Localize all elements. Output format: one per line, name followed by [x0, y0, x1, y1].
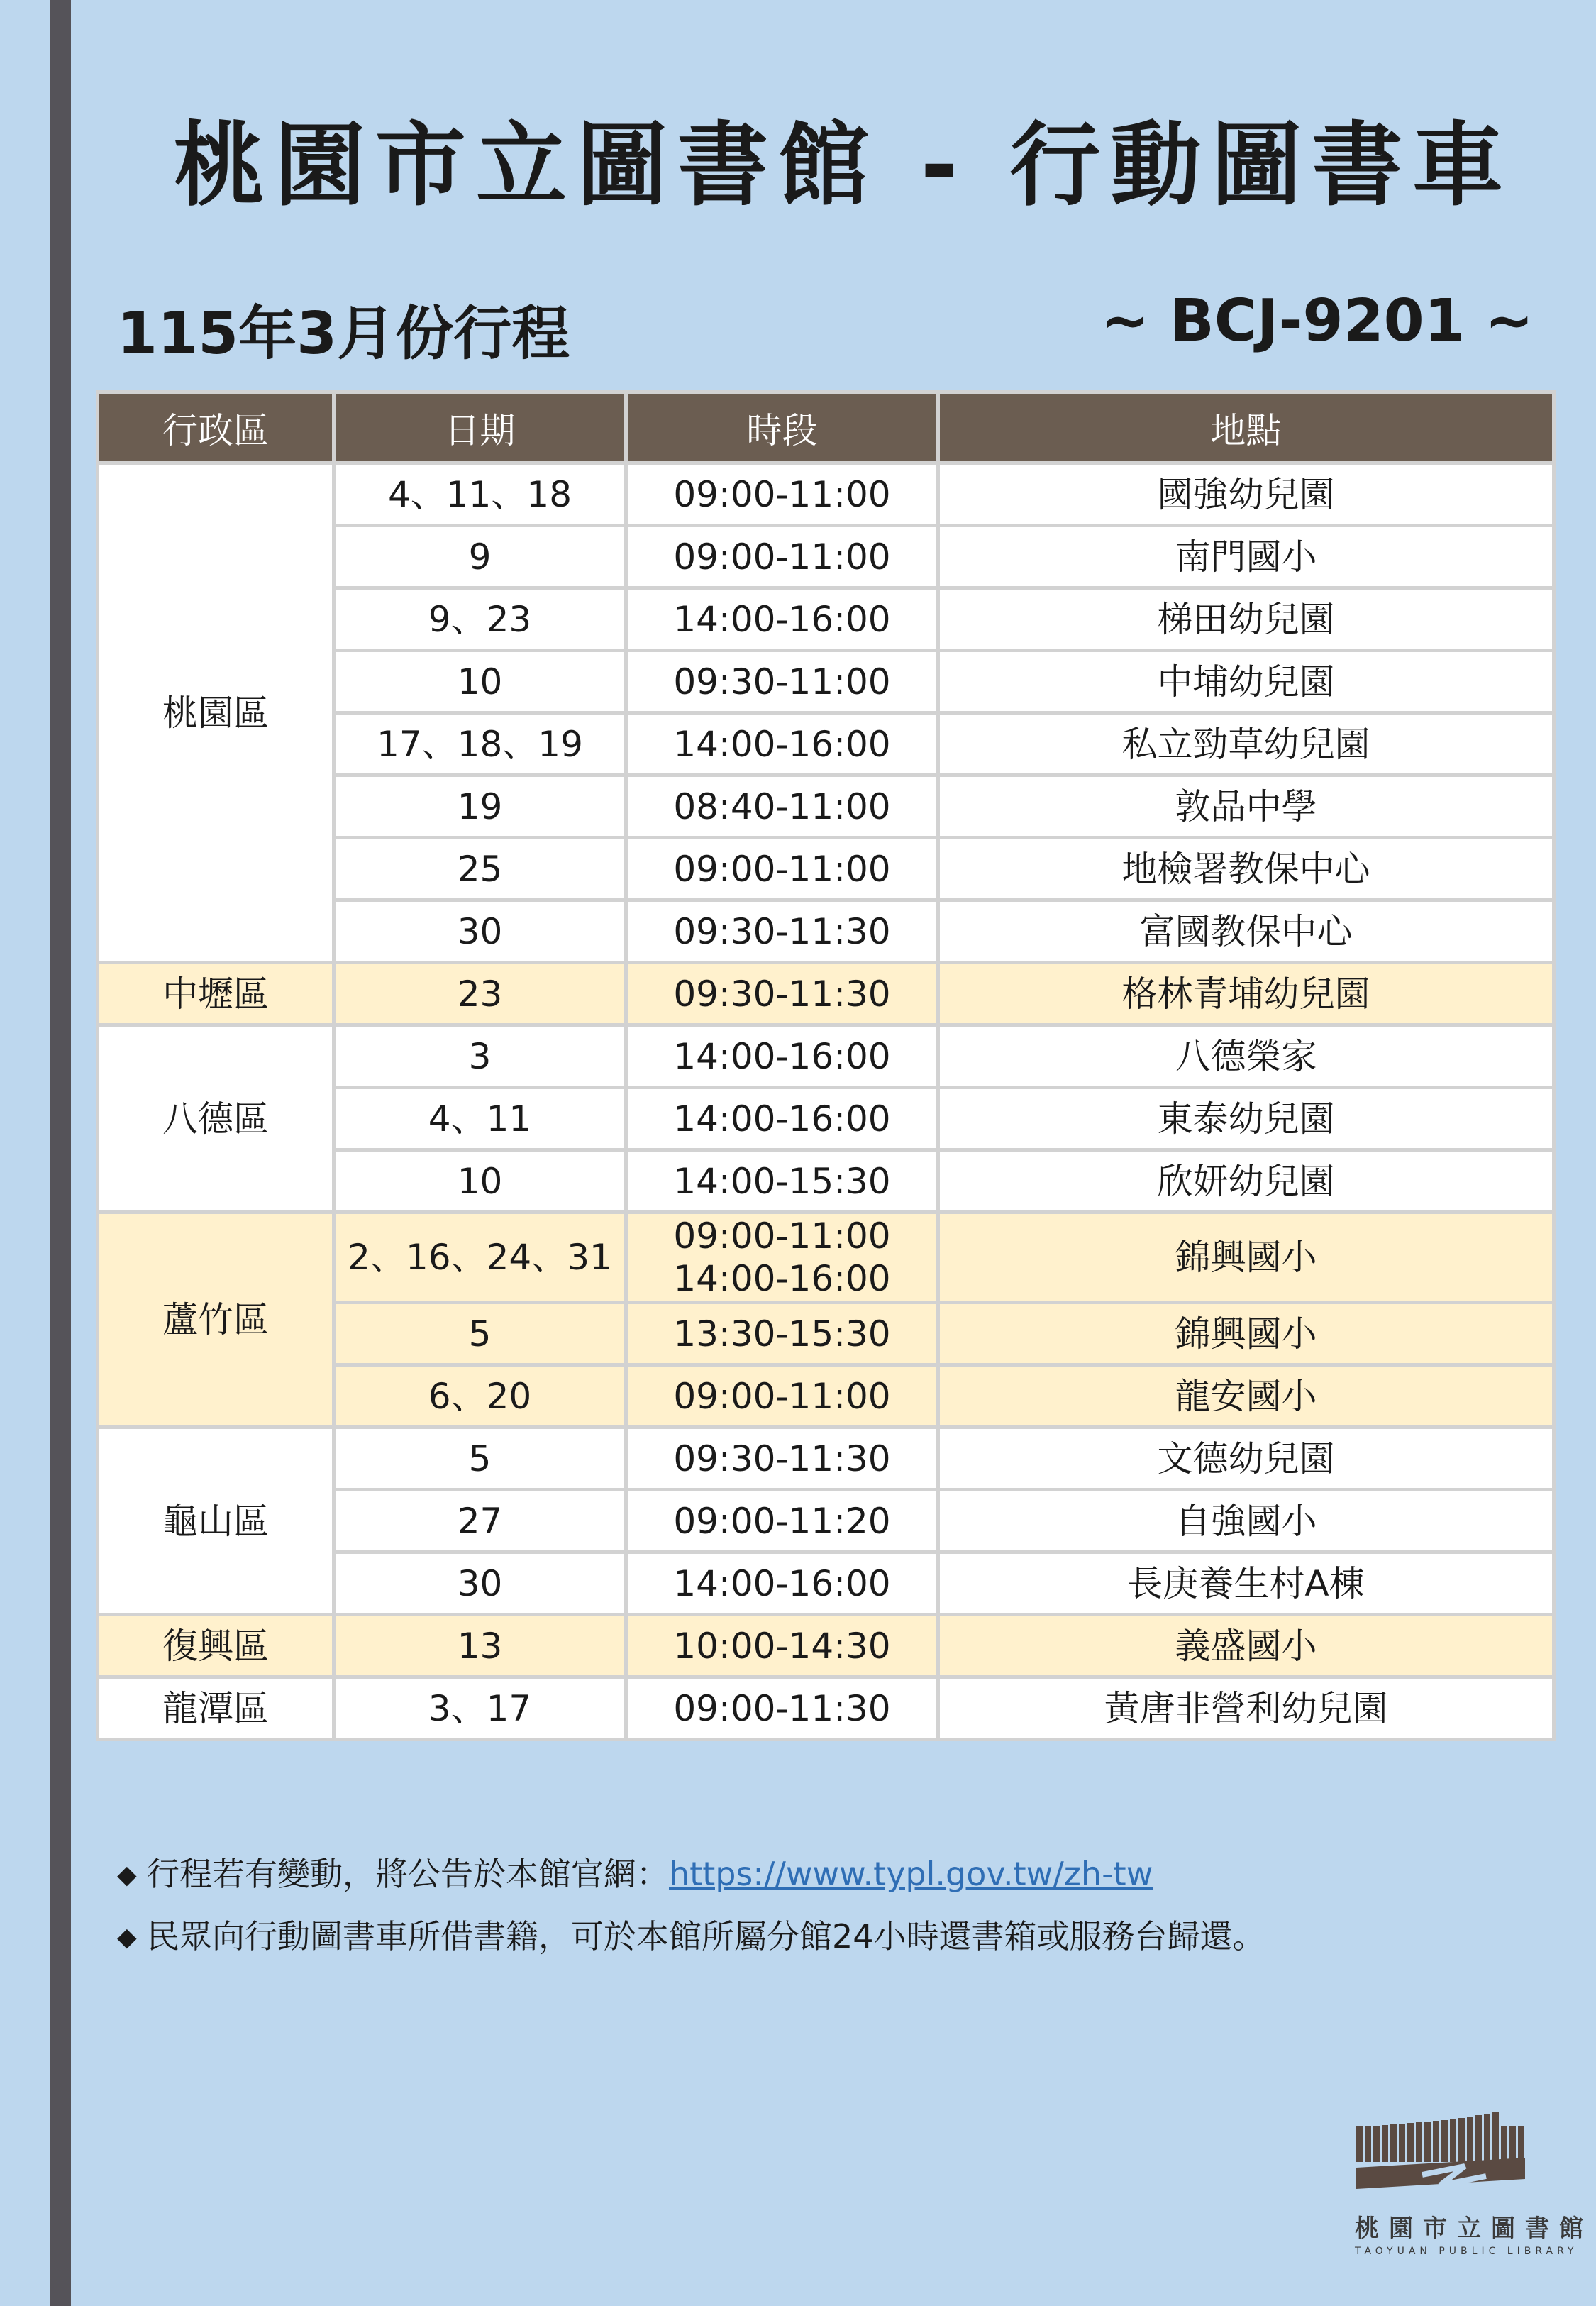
place-cell: 長庚養生村A棟	[938, 1552, 1554, 1615]
district-cell: 桃園區	[98, 463, 334, 963]
col-header-date: 日期	[334, 392, 626, 463]
schedule-month: 115年3月份行程	[117, 300, 570, 368]
time-cell: 14:00-16:00	[626, 1552, 938, 1615]
date-cell: 4、11	[334, 1088, 626, 1150]
table-row	[98, 1025, 1554, 1088]
date-cell: 10	[334, 1150, 626, 1213]
table-row	[98, 1677, 1554, 1740]
place-cell: 地檢署教保中心	[938, 838, 1554, 900]
col-header-district: 行政區	[98, 392, 334, 463]
note-item	[117, 1911, 1265, 1973]
table-row	[98, 1615, 1554, 1677]
left-accent-bar	[50, 0, 71, 2306]
place-cell: 南門國小	[938, 526, 1554, 588]
place-cell: 義盛國小	[938, 1615, 1554, 1677]
time-cell: 09:00-11:00	[626, 526, 938, 588]
place-cell: 東泰幼兒園	[938, 1088, 1554, 1150]
date-cell: 13	[334, 1615, 626, 1677]
place-cell: 國強幼兒園	[938, 463, 1554, 526]
date-cell: 5	[334, 1428, 626, 1490]
time-cell: 09:00-11:30	[626, 1677, 938, 1740]
time-cell: 10:00-14:30	[626, 1615, 938, 1677]
place-cell: 黃唐非營利幼兒園	[938, 1677, 1554, 1740]
vehicle-plate: ~ BCJ-9201 ~	[1101, 287, 1534, 355]
place-cell: 格林青埔幼兒園	[938, 963, 1554, 1025]
place-cell: 敦品中學	[938, 776, 1554, 838]
time-cell: 14:00-15:30	[626, 1150, 938, 1213]
date-cell: 27	[334, 1490, 626, 1552]
time-cell: 09:00-11:00	[626, 1365, 938, 1428]
date-cell: 23	[334, 963, 626, 1025]
logo-name-zh: 桃園市立圖書館	[1355, 2214, 1593, 2243]
library-logo-icon	[1355, 2111, 1539, 2200]
date-cell: 10	[334, 651, 626, 713]
place-cell: 自強國小	[938, 1490, 1554, 1552]
col-header-time: 時段	[626, 392, 938, 463]
table-row	[98, 1428, 1554, 1490]
date-cell: 5	[334, 1303, 626, 1365]
time-cell: 08:40-11:00	[626, 776, 938, 838]
place-cell: 錦興國小	[938, 1303, 1554, 1365]
page-title: 桃園市立圖書館 - 行動圖書車	[174, 113, 1514, 219]
time-cell	[626, 1213, 938, 1303]
logo-name-en: TAOYUAN PUBLIC LIBRARY	[1355, 2246, 1578, 2257]
place-cell: 中埔幼兒園	[938, 651, 1554, 713]
time-line: 14:00-16:00	[673, 1258, 891, 1299]
district-cell: 蘆竹區	[98, 1213, 334, 1428]
place-cell: 梯田幼兒園	[938, 588, 1554, 651]
table-row	[98, 1213, 1554, 1303]
time-cell: 14:00-16:00	[626, 1025, 938, 1088]
diamond-bullet-icon: ◆	[117, 1860, 137, 1890]
table-row	[98, 463, 1554, 526]
time-cell: 09:30-11:30	[626, 963, 938, 1025]
date-cell: 19	[334, 776, 626, 838]
time-cell: 13:30-15:30	[626, 1303, 938, 1365]
table-header-row	[98, 392, 1554, 463]
place-cell: 欣妍幼兒園	[938, 1150, 1554, 1213]
place-cell: 錦興國小	[938, 1213, 1554, 1303]
note-text: 行程若有變動，將公告於本館官網：	[147, 1855, 669, 1893]
place-cell: 私立勁草幼兒園	[938, 713, 1554, 776]
time-cell: 09:00-11:00	[626, 463, 938, 526]
place-cell: 龍安國小	[938, 1365, 1554, 1428]
district-cell: 龍潭區	[98, 1677, 334, 1740]
table-row	[98, 963, 1554, 1025]
diamond-bullet-icon: ◆	[117, 1923, 137, 1952]
date-cell: 30	[334, 900, 626, 963]
district-cell: 中壢區	[98, 963, 334, 1025]
time-cell: 14:00-16:00	[626, 713, 938, 776]
time-cell: 09:00-11:20	[626, 1490, 938, 1552]
date-cell: 2、16、24、31	[334, 1213, 626, 1303]
date-cell: 30	[334, 1552, 626, 1615]
district-cell: 復興區	[98, 1615, 334, 1677]
district-cell: 八德區	[98, 1025, 334, 1213]
date-cell: 9	[334, 526, 626, 588]
schedule-table	[96, 390, 1556, 1741]
time-cell: 09:30-11:30	[626, 900, 938, 963]
date-cell: 25	[334, 838, 626, 900]
time-cell: 14:00-16:00	[626, 1088, 938, 1150]
time-line: 09:00-11:00	[673, 1215, 891, 1257]
col-header-place: 地點	[938, 392, 1554, 463]
place-cell: 富國教保中心	[938, 900, 1554, 963]
date-cell: 3	[334, 1025, 626, 1088]
library-logo	[1355, 2111, 1593, 2295]
note-text: 民眾向行動圖書車所借書籍，可於本館所屬分館24小時還書箱或服務台歸還。	[147, 1917, 1265, 1955]
date-cell: 9、23	[334, 588, 626, 651]
time-cell: 09:30-11:30	[626, 1428, 938, 1490]
place-cell: 八德榮家	[938, 1025, 1554, 1088]
time-cell: 14:00-16:00	[626, 588, 938, 651]
website-link[interactable]: https://www.typl.gov.tw/zh-tw	[669, 1855, 1153, 1893]
note-item	[117, 1848, 1265, 1911]
time-cell: 09:30-11:00	[626, 651, 938, 713]
place-cell: 文德幼兒園	[938, 1428, 1554, 1490]
date-cell: 17、18、19	[334, 713, 626, 776]
district-cell: 龜山區	[98, 1428, 334, 1615]
date-cell: 3、17	[334, 1677, 626, 1740]
notes-section	[117, 1848, 1265, 1973]
date-cell: 4、11、18	[334, 463, 626, 526]
date-cell: 6、20	[334, 1365, 626, 1428]
time-cell: 09:00-11:00	[626, 838, 938, 900]
